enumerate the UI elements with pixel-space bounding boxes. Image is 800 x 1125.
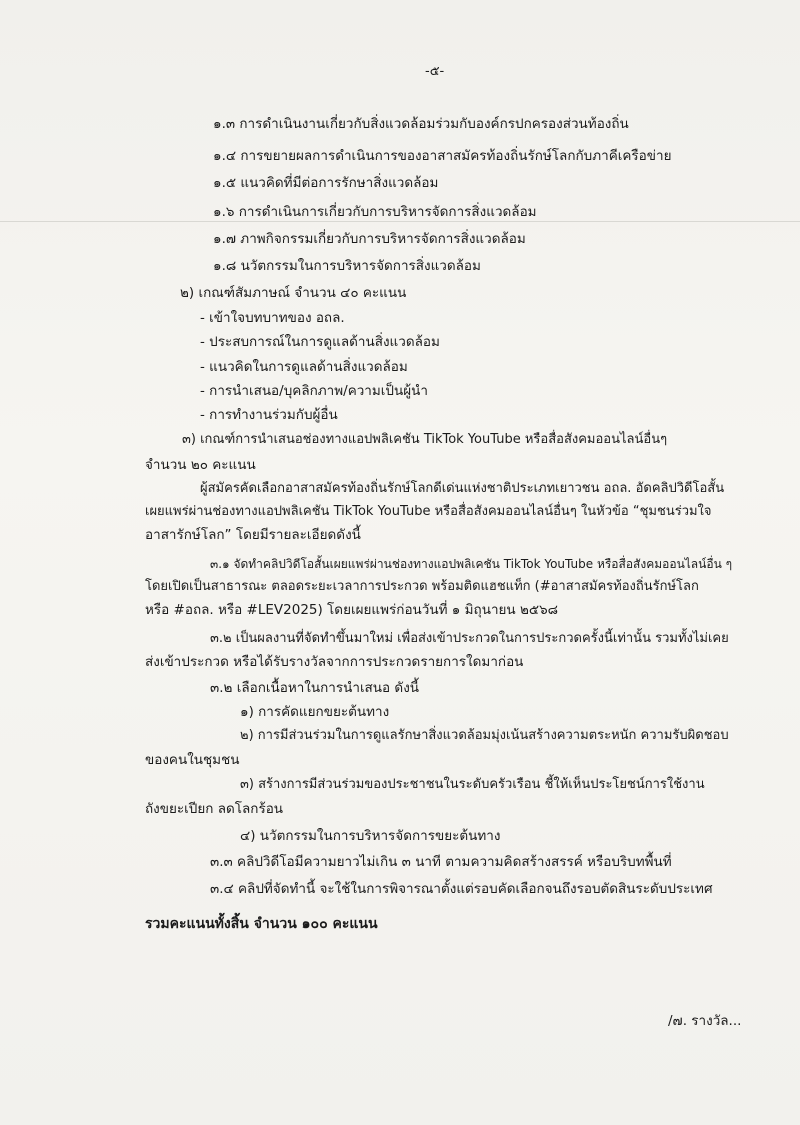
- criteria-2-bullet: - เข้าใจบทบาทของ อถล.: [200, 310, 345, 326]
- criteria-3-title-cont: จำนวน ๒๐ คะแนน: [145, 457, 256, 473]
- paragraph-3-1-cont: โดยเปิดเป็นสาธารณะ ตลอดระยะเวลาการประกวด พร้อมติดแฮชแท็ก (#อาสาสมัครท้องถิ่นรักษ์โลก: [145, 579, 699, 594]
- content-option-2-cont: ของคนในชุมชน: [145, 752, 240, 768]
- page-number: -๕-: [425, 64, 445, 79]
- content-option-3-cont: ถังขยะเปียก ลดโลกร้อน: [145, 801, 284, 817]
- item-1-7: ๑.๗ ภาพกิจกรรมเกี่ยวกับการบริหารจัดการสิ่งแวดล้อม: [213, 231, 526, 247]
- content-option-2: ๒) การมีส่วนร่วมในการดูแลรักษาสิ่งแวดล้อมมุ่งเน้นสร้างความตระหนัก ความรับผิดชอบ: [240, 728, 729, 743]
- paragraph-3-2-cont: ส่งเข้าประกวด หรือได้รับรางวัลจากการประกวดรายการใดมาก่อน: [145, 654, 524, 670]
- content-option-3: ๓) สร้างการมีส่วนร่วมของประชาชนในระดับครัวเรือน ชี้ให้เห็นประโยชน์การใช้งาน: [240, 777, 705, 792]
- criteria-3-intro-cont: เผยแพร่ผ่านช่องทางแอปพลิเคชัน TikTok YouTube หรือสื่อสังคมออนไลน์อื่นๆ ในหัวข้อ “ชุมชนร่วมใจ: [145, 504, 712, 519]
- criteria-3-title: ๓) เกณฑ์การนำเสนอช่องทางแอปพลิเคชัน TikTok YouTube หรือสื่อสังคมออนไลน์อื่นๆ: [182, 432, 668, 447]
- item-1-5: ๑.๕ แนวคิดที่มีต่อการรักษาสิ่งแวดล้อม: [213, 175, 439, 191]
- item-1-3: ๑.๓ การดำเนินงานเกี่ยวกับสิ่งแวดล้อมร่วมกับองค์กรปกครองส่วนท้องถิ่น: [213, 116, 629, 132]
- criteria-2-bullet: - แนวคิดในการดูแลด้านสิ่งแวดล้อม: [200, 359, 408, 375]
- continuation-marker: /๗. รางวัล...: [668, 1013, 742, 1029]
- criteria-3-intro: ผู้สมัครคัดเลือกอาสาสมัครท้องถิ่นรักษ์โลกดีเด่นแห่งชาติประเภทเยาวชน อถล. อัดคลิปวิดีโอสั้น: [200, 481, 725, 496]
- item-1-6: ๑.๖ การดำเนินการเกี่ยวกับการบริหารจัดการสิ่งแวดล้อม: [213, 204, 537, 220]
- criteria-2-title: ๒) เกณฑ์สัมภาษณ์ จำนวน ๔๐ คะแนน: [180, 285, 407, 301]
- criteria-2-bullet: - การนำเสนอ/บุคลิกภาพ/ความเป็นผู้นำ: [200, 383, 428, 399]
- item-1-8: ๑.๘ นวัตกรรมในการบริหารจัดการสิ่งแวดล้อม: [213, 258, 481, 274]
- paragraph-3-4: ๓.๔ คลิปที่จัดทำนี้ จะใช้ในการพิจารณาตั้งแต่รอบคัดเลือกจนถึงรอบตัดสินระดับประเทศ: [210, 881, 713, 897]
- paragraph-3-1: ๓.๑ จัดทำคลิปวิดีโอสั้นเผยแพร่ผ่านช่องทางแอปพลิเคชัน TikTok YouTube หรือสื่อสังคมออนไลน์อื่น ๆ: [210, 557, 733, 571]
- content-option-4: ๔) นวัตกรรมในการบริหารจัดการขยะต้นทาง: [240, 828, 501, 844]
- paper-fold-line: [0, 221, 800, 222]
- criteria-2-bullet: - การทำงานร่วมกับผู้อื่น: [200, 407, 338, 423]
- criteria-3-intro-cont: อาสารักษ์โลก” โดยมีรายละเอียดดังนี้: [145, 527, 361, 543]
- paragraph-3-1-cont: หรือ #อถล. หรือ #LEV2025) โดยเผยแพร่ก่อนวันที่ ๑ มิถุนายน ๒๕๖๘: [145, 602, 559, 618]
- paragraph-3-2: ๓.๒ เป็นผลงานที่จัดทำขึ้นมาใหม่ เพื่อส่งเข้าประกวดในการประกวดครั้งนี้เท่านั้น รวมทั้งไม่เคย: [210, 631, 729, 646]
- content-option-1: ๑) การคัดแยกขยะต้นทาง: [240, 704, 390, 720]
- criteria-2-bullet: - ประสบการณ์ในการดูแลด้านสิ่งแวดล้อม: [200, 334, 440, 350]
- item-1-4: ๑.๔ การขยายผลการดำเนินการของอาสาสมัครท้องถิ่นรักษ์โลกกับภาคีเครือข่าย: [213, 148, 672, 164]
- paragraph-3-3: ๓.๓ คลิปวิดีโอมีความยาวไม่เกิน ๓ นาที ตามความคิดสร้างสรรค์ หรือบริบทพื้นที่: [210, 854, 672, 870]
- total-score: รวมคะแนนทั้งสิ้น จำนวน ๑๐๐ คะแนน: [145, 916, 378, 932]
- paragraph-3-2-content-title: ๓.๒ เลือกเนื้อหาในการนำเสนอ ดังนี้: [210, 680, 420, 696]
